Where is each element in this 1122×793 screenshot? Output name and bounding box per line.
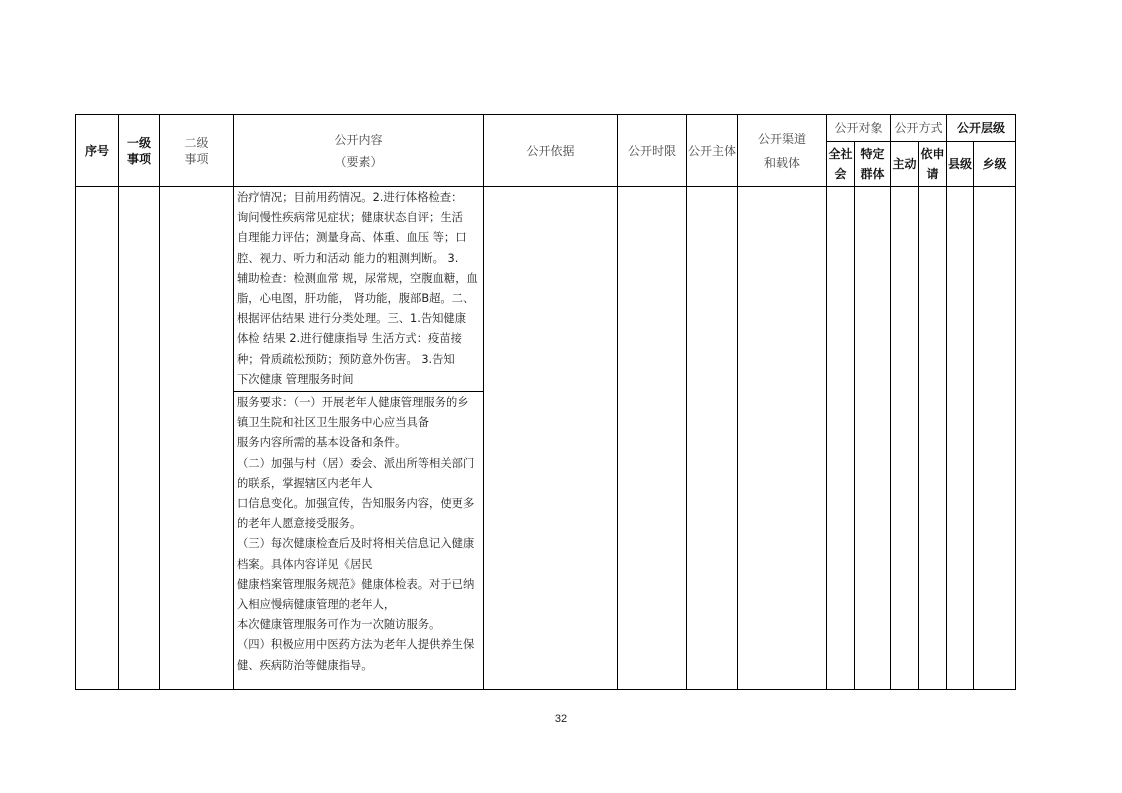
content-line: 的老年人愿意接受服务。 [237,517,362,531]
cell-level1 [119,187,160,690]
content-line: 体检 结果 2.进行健康指导 生活方式：疫苗接 [237,332,462,346]
content-line: 自理能力评估；测量身高、体重、血压 等；口 [237,231,467,245]
cell-basis [484,187,618,690]
content-line: 入相应慢病健康管理的老年人， [237,598,396,612]
cell-method-apply [919,187,947,690]
content-line: （二）加强与村（居）委会、派出所等相关部门 [237,456,475,470]
header-level1-item: 一级 事项 [119,115,160,187]
content-block-2 [234,391,483,676]
cell-level-county [947,187,974,690]
header-target: 公开对象 [827,115,891,142]
cell-target-specific [855,187,891,690]
header-level2-item: 二级 事项 [160,115,234,187]
header-target-specific: 特定 群体 [855,142,891,187]
content-block-1 [234,187,483,391]
header-method-apply: 依申 请 [919,142,947,187]
header-method: 公开方式 [891,115,947,142]
cell-time-limit [618,187,687,690]
content-line: 镇卫生院和社区卫生服务中心应当具备 [237,416,430,430]
content-line: 口信息变化。加强宣传，告知服务内容，使更多 [237,497,475,511]
content-line: 的联系，掌握辖区内老年人 [237,476,373,490]
content-line: 根据评估结果 进行分类处理。三、1.告知健康 [237,312,467,326]
header-basis: 公开依据 [484,115,618,187]
header-seq: 序号 [76,115,119,187]
header-channel: 公开渠道 和载体 [738,115,827,187]
content-line: 种；骨质疏松预防；预防意外伤害。 3.告知 [237,352,455,366]
page-number: 32 [554,713,568,725]
header-target-all: 全社 会 [827,142,855,187]
content-line: 下次健康 管理服务时间 [237,372,354,386]
cell-content [234,187,484,690]
content-line: 本次健康管理服务可作为一次随访服务。 [237,618,441,632]
content-line: 脂，心电图，肝功能， 肾功能，腹部B超。二、 [237,292,475,306]
content-line: （四）积极应用中医药方法为老年人提供养生保 [237,638,475,652]
cell-level2 [160,187,234,690]
cell-subject [687,187,738,690]
content-line: 服务内容所需的基本设备和条件。 [237,436,407,450]
header-level: 公开层级 [947,115,1016,142]
header-level-county: 县级 [947,142,974,187]
cell-level-township [974,187,1016,690]
cell-seq [76,187,119,690]
content-line: 服务要求：（一）开展老年人健康管理服务的乡 [237,396,469,409]
header-content: 公开内容 （要素） [234,115,484,187]
header-level-township: 乡级 [974,142,1016,187]
content-line: 腔、视力、听力和活动 能力的粗测判断。 3. [237,251,459,265]
content-line: 询问慢性疾病常见症状；健康状态自评；生活 [237,211,463,225]
header-method-active: 主动 [891,142,919,187]
content-line: 辅助检查：检测血常 规，尿常规，空腹血糖，血 [237,271,478,285]
content-line: 健、疾病防治等健康指导。 [237,658,373,672]
header-time-limit: 公开时限 [618,115,687,187]
content-line: 健康档案管理服务规范》健康体检表。对于已纳 [237,577,475,591]
disclosure-table [75,114,1016,690]
cell-target-all [827,187,855,690]
header-subject: 公开主体 [687,115,738,187]
cell-method-active [891,187,919,690]
cell-channel [738,187,827,690]
content-line: （三）每次健康检查后及时将相关信息记入健康 [237,537,475,551]
content-line: 档案。具体内容详见《居民 [237,557,373,571]
content-line: 治疗情况；目前用药情况。2.进行体格检查： [237,191,463,204]
